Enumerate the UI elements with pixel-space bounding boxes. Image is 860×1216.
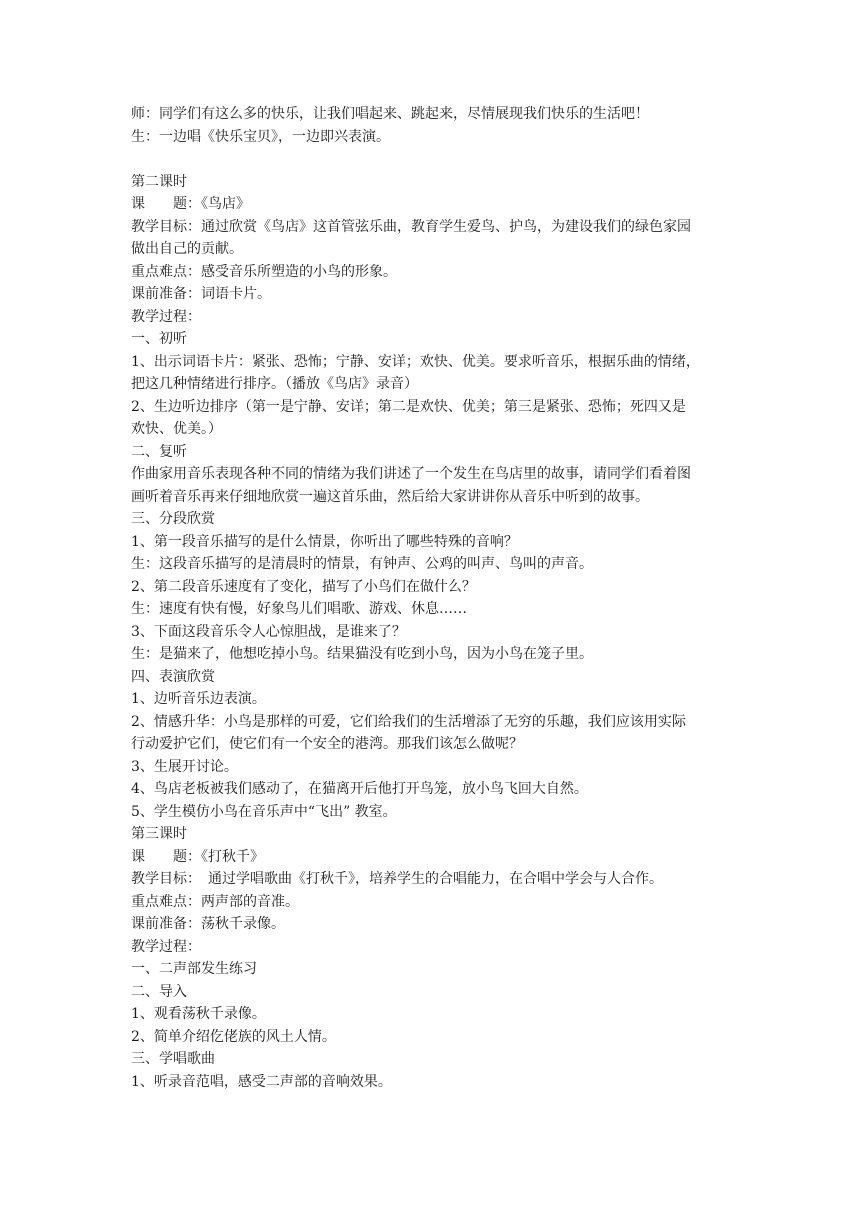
text-line: 师：同学们有这么多的快乐，让我们唱起来、跳起来，尽情展现我们快乐的生活吧！ [131, 106, 649, 122]
text-line: 课前准备：词语卡片。 [131, 286, 271, 302]
lesson-title: 课 题：《鸟店》 [131, 196, 250, 212]
text-line: 生：这段音乐描写的是清晨时的情景，有钟声、公鸡的叫声、鸟叫的声音。 [131, 556, 593, 572]
text-line: 教学过程： [131, 308, 201, 325]
text-line: 一、二声部发生练习 [131, 961, 257, 977]
text-line: 重点难点：感受音乐所塑造的小鸟的形象。 [131, 263, 397, 280]
text-line: 1、边听音乐边表演。 [131, 691, 266, 707]
blank-line [131, 148, 741, 171]
text-line: 2、第二段音乐速度有了变化，描写了小鸟们在做什么？ [131, 578, 476, 595]
text-line: 4、鸟店老板被我们感动了，在猫离开后他打开鸟笼，放小鸟飞回大自然。 [131, 781, 588, 797]
document-body [131, 103, 741, 1093]
text-line: 教学目标： 通过学唱歌曲《打秋千》，培养学生的合唱能力，在合唱中学会与人合作。 [131, 871, 663, 887]
text-line: 课前准备：荡秋千录像。 [131, 916, 285, 932]
text-line: 1、观看荡秋千录像。 [131, 1006, 266, 1022]
text-line: 重点难点：两声部的音准。 [131, 893, 299, 910]
text-line: 做出自己的贡献。 [131, 241, 243, 257]
text-line: 生：一边唱《快乐宝贝》，一边即兴表演。 [131, 128, 390, 145]
text-line: 行动爱护它们，使它们有一个安全的港湾。那我们该怎么做呢？ [131, 736, 523, 752]
text-line: 1、听录音范唱，感受二声部的音响效果。 [131, 1073, 392, 1090]
text-line: 教学目标：通过欣赏《鸟店》这首管弦乐曲，教育学生爱鸟、护鸟，为建设我们的绿色家园 [131, 218, 691, 235]
text-line: 把这几种情绪进行排序。（播放《鸟店》录音） [131, 376, 418, 392]
text-line: 1、出示词语卡片：紧张、恐怖；宁静、安详；欢快、优美。要求听音乐，根据乐曲的情绪， [131, 353, 700, 370]
text-line: 二、导入 [131, 983, 187, 1000]
text-line: 2、情感升华：小鸟是那样的可爱，它们给我们的生活增添了无穷的乐趣，我们应该用实际 [131, 713, 686, 730]
text-line: 生：是猫来了，他想吃掉小鸟。结果猫没有吃到小鸟，因为小鸟在笼子里。 [131, 646, 593, 662]
text-line: 教学过程： [131, 938, 201, 955]
text-line: 3、下面这段音乐令人心惊胆战，是谁来了？ [131, 623, 406, 640]
text-line: 2、生边听边排序（第一是宁静、安详；第二是欢快、优美；第三是紧张、恐怖；死四又是 [131, 398, 686, 415]
section-heading: 第三课时 [131, 826, 187, 842]
text-line: 2、简单介绍仡佬族的风土人情。 [131, 1028, 336, 1045]
text-line: 三、学唱歌曲 [131, 1051, 215, 1067]
text-line: 画听着音乐再来仔细地欣赏一遍这首乐曲，然后给大家讲讲你从音乐中听到的故事。 [131, 488, 649, 505]
text-line: 一、初听 [131, 331, 187, 347]
text-line: 四、表演欣赏 [131, 668, 215, 685]
text-line: 二、复听 [131, 443, 187, 460]
section-heading: 第二课时 [131, 173, 187, 190]
text-line: 5、学生模仿小鸟在音乐声中“飞出” 教室。 [131, 803, 397, 820]
lesson-title: 课 题：《打秋千》 [131, 848, 264, 865]
text-line: 1、第一段音乐描写的是什么情景，你听出了哪些特殊的音响？ [131, 533, 518, 550]
text-line: 作曲家用音乐表现各种不同的情绪为我们讲述了一个发生在鸟店里的故事，请同学们看着图 [131, 466, 691, 482]
text-line: 欢快、优美。） [131, 421, 222, 437]
text-line: 3、生展开讨论。 [131, 758, 238, 775]
text-line: 三、分段欣赏 [131, 511, 215, 527]
text-line: 生：速度有快有慢，好象鸟儿们唱歌、游戏、休息…… [131, 601, 467, 617]
